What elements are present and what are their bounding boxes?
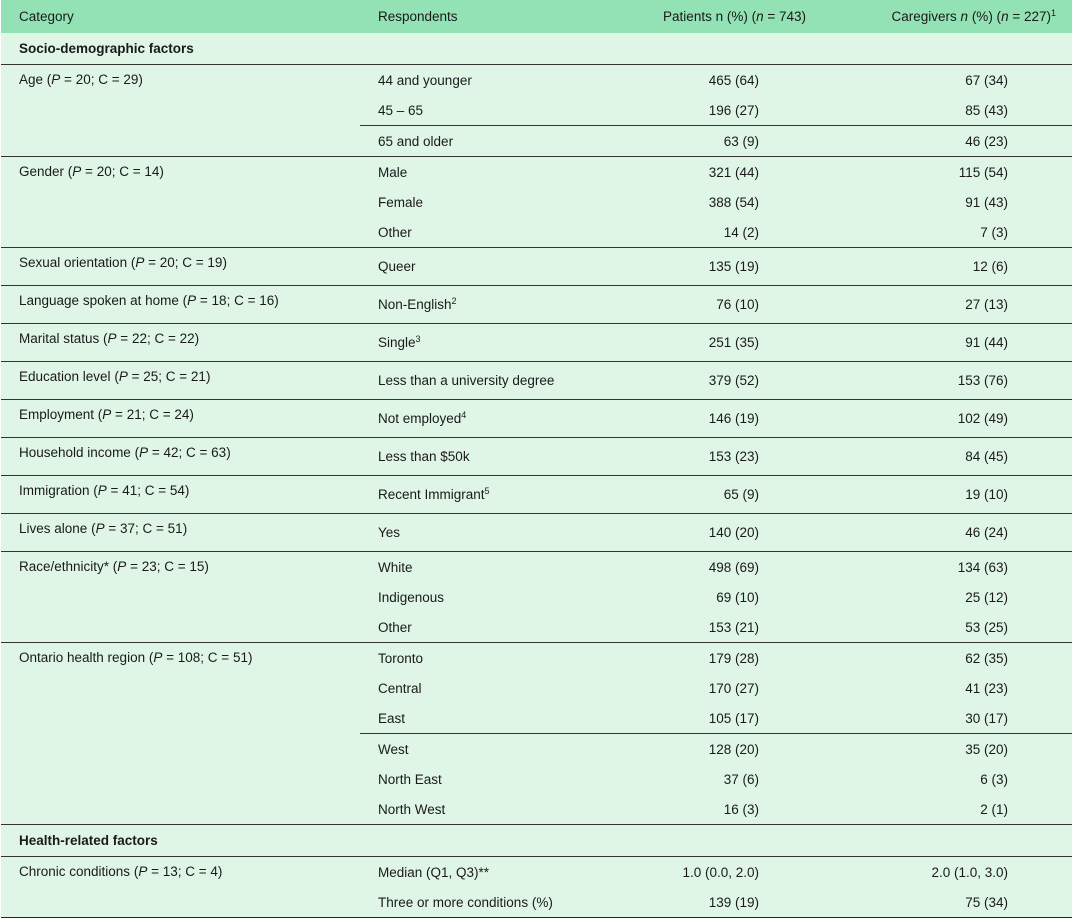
- category-cell-language: Language spoken at home (P = 18; C = 16): [1, 286, 360, 324]
- section-heading: Socio-demographic factors: [1, 33, 1072, 65]
- patients-cell: 321 (44): [708, 164, 759, 180]
- respondent-cell: Median (Q1, Q3)**: [378, 864, 490, 880]
- patients-cell: 139 (19): [631, 887, 845, 918]
- caregivers-cell: 25 (12): [965, 589, 1008, 605]
- patients-cell: 16 (3): [631, 794, 845, 825]
- table-row: [1, 857, 1072, 888]
- section-row-socio: [1, 33, 1072, 65]
- caregivers-cell: 27 (13): [845, 286, 1072, 324]
- patients-cell: 1.0 (0.0, 2.0): [682, 864, 759, 880]
- table-row: [1, 286, 1072, 324]
- respondent-cell: West: [378, 741, 409, 757]
- patients-cell: 63 (9): [631, 126, 845, 157]
- patients-cell: 105 (17): [631, 703, 845, 734]
- caregivers-cell: 62 (35): [965, 650, 1008, 666]
- patients-cell: 76 (10): [631, 286, 845, 324]
- table-row: [1, 65, 1072, 96]
- respondent-cell: 44 and younger: [378, 72, 472, 88]
- caregivers-cell: 35 (20): [965, 741, 1008, 757]
- category-cell-marital: Marital status (P = 22; C = 22): [1, 324, 360, 362]
- respondent-characteristics-table: [1, 0, 1072, 918]
- caregivers-cell: 153 (76): [845, 362, 1072, 400]
- respondent-cell: Less than $50k: [360, 438, 631, 476]
- category-cell-region: Ontario health region (P = 108; C = 51): [1, 643, 360, 825]
- patients-cell: 153 (21): [631, 612, 845, 643]
- respondent-cell: East: [360, 703, 631, 734]
- footnote-marker: 5: [484, 486, 490, 496]
- respondent-cell: North West: [360, 794, 631, 825]
- respondent-cell: Three or more conditions (%): [360, 887, 631, 918]
- patients-cell: 14 (2): [631, 217, 845, 248]
- patients-cell: 170 (27): [708, 680, 759, 696]
- respondent-cell: Other: [360, 217, 631, 248]
- caregivers-cell: 53 (25): [845, 612, 1072, 643]
- caregivers-cell: 12 (6): [845, 248, 1072, 286]
- respondent-cell: Non-English$^2$: [360, 286, 631, 324]
- respondent-cell: Not employed$^4$: [360, 400, 631, 438]
- category-cell-gender: Gender (P = 20; C = 14): [1, 157, 360, 248]
- respondent-cell: Single$^3$: [360, 324, 631, 362]
- caregivers-cell: 2 (1): [845, 794, 1072, 825]
- respondent-cell: Queer: [360, 248, 631, 286]
- caregivers-cell: 6 (3): [980, 771, 1008, 787]
- respondent-cell: 65 and older: [360, 126, 631, 157]
- category-cell-race: Race/ethnicity* (P = 23; C = 15): [1, 552, 360, 643]
- table-header-row: [1, 0, 1072, 33]
- category-cell-sexual: Sexual orientation (P = 20; C = 19): [1, 248, 360, 286]
- patients-cell: 37 (6): [723, 771, 759, 787]
- patients-cell: 179 (28): [708, 650, 759, 666]
- respondent-cell: Less than a university degree: [360, 362, 631, 400]
- caregivers-cell: 102 (49): [845, 400, 1072, 438]
- section-heading: Health-related factors: [1, 825, 1072, 857]
- table-row: [1, 476, 1072, 514]
- caregivers-cell: 84 (45): [845, 438, 1072, 476]
- table-row: [1, 324, 1072, 362]
- patients-cell: 135 (19): [631, 248, 845, 286]
- caregivers-cell: 19 (10): [845, 476, 1072, 514]
- respondent-cell: Other: [360, 612, 631, 643]
- category-cell-immigration: Immigration (P = 41; C = 54): [1, 476, 360, 514]
- category-cell-age: Age (P = 20; C = 29): [1, 65, 360, 157]
- respondent-cell: Yes: [360, 514, 631, 552]
- caregivers-cell: 91 (43): [965, 194, 1008, 210]
- category-cell-education: Education level (P = 25; C = 21): [1, 362, 360, 400]
- patients-cell: 251 (35): [631, 324, 845, 362]
- caregivers-cell: 67 (34): [965, 72, 1008, 88]
- respondent-cell: North East: [378, 771, 442, 787]
- patients-cell: 465 (64): [708, 72, 759, 88]
- caregivers-cell: 41 (23): [965, 680, 1008, 696]
- category-cell-chronic: Chronic conditions (P = 13; C = 4): [1, 857, 360, 918]
- category-cell-employment: Employment (P = 21; C = 24): [1, 400, 360, 438]
- caregivers-cell: 2.0 (1.0, 3.0): [931, 864, 1008, 880]
- respondent-cell: White: [378, 559, 413, 575]
- col-header-respondents: Respondents: [378, 9, 458, 24]
- patients-cell: 153 (23): [631, 438, 845, 476]
- section-row-health: [1, 825, 1072, 857]
- respondent-cell: 45 – 65: [360, 95, 631, 126]
- caregivers-cell: 46 (23): [845, 126, 1072, 157]
- patients-cell: 128 (20): [708, 741, 759, 757]
- patients-cell: 498 (69): [708, 559, 759, 575]
- table-row: [1, 157, 1072, 188]
- patients-cell: 140 (20): [631, 514, 845, 552]
- col-header-patients: Patients n (%) (n = 743): [663, 9, 806, 24]
- respondent-cell: Female: [378, 194, 424, 210]
- patients-cell: 379 (52): [631, 362, 845, 400]
- col-header-caregivers: Caregivers n (%) (n = 227)$^1$: [891, 8, 1056, 24]
- table-row: [1, 438, 1072, 476]
- caregivers-cell: 75 (34): [845, 887, 1072, 918]
- patients-cell: 388 (54): [708, 194, 759, 210]
- table-row: [1, 514, 1072, 552]
- patients-cell: 65 (9): [631, 476, 845, 514]
- respondent-cell: Recent Immigrant$^5$: [360, 476, 631, 514]
- respondent-cell: Indigenous: [378, 589, 445, 605]
- table-row: [1, 400, 1072, 438]
- footnote-marker: 2: [451, 296, 457, 306]
- category-cell-alone: Lives alone (P = 37; C = 51): [1, 514, 360, 552]
- col-header-category: Category: [19, 9, 74, 24]
- respondent-cell: Toronto: [378, 650, 424, 666]
- table-row: [1, 248, 1072, 286]
- table-row: [1, 552, 1072, 583]
- table-row: [1, 362, 1072, 400]
- respondent-cell: Male: [378, 164, 408, 180]
- patients-cell: 146 (19): [631, 400, 845, 438]
- caregivers-cell: 134 (63): [957, 559, 1008, 575]
- footnote-marker: 4: [461, 410, 467, 420]
- patients-cell: 69 (10): [716, 589, 759, 605]
- footnote-marker: 3: [415, 334, 421, 344]
- caregivers-cell: 7 (3): [845, 217, 1072, 248]
- caregivers-cell: 91 (44): [845, 324, 1072, 362]
- caregivers-cell: 30 (17): [845, 703, 1072, 734]
- caregivers-cell: 85 (43): [845, 95, 1072, 126]
- category-cell-income: Household income (P = 42; C = 63): [1, 438, 360, 476]
- caregivers-cell: 46 (24): [845, 514, 1072, 552]
- patients-cell: 196 (27): [631, 95, 845, 126]
- caregivers-cell: 115 (54): [958, 164, 1008, 180]
- respondent-cell: Central: [378, 680, 422, 696]
- table-row: [1, 643, 1072, 674]
